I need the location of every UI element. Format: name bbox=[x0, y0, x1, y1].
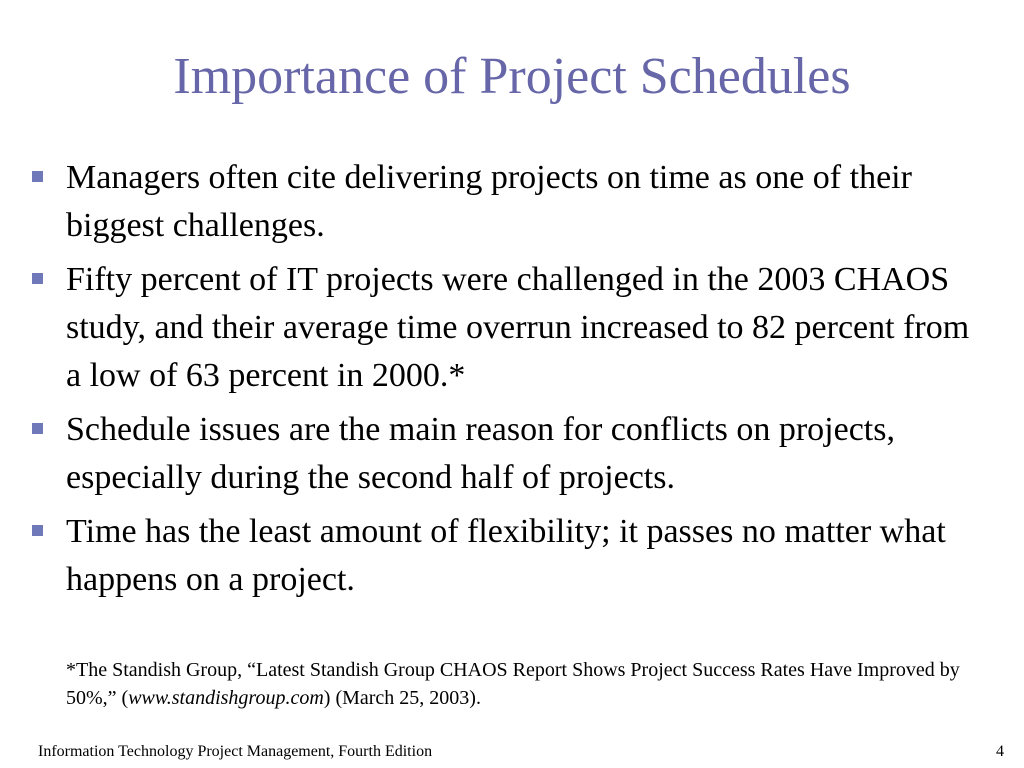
page-number: 4 bbox=[996, 743, 1004, 760]
list-item bbox=[30, 508, 990, 604]
bullet-text: Schedule issues are the main reason for conflicts on projects, especially during the second half of projects. bbox=[66, 411, 895, 496]
footnote bbox=[66, 656, 986, 712]
bullet-text: Fifty percent of IT projects were challenged in the 2003 CHAOS study, and their average time overrun increased to 82 percent from a low of 63 percent in 2000.* bbox=[66, 261, 970, 394]
square-bullet-icon bbox=[32, 273, 43, 284]
bullet-text: Managers often cite delivering projects on time as one of their biggest challenges. bbox=[66, 159, 912, 244]
list-item bbox=[30, 406, 990, 502]
square-bullet-icon bbox=[32, 171, 43, 182]
list-item bbox=[30, 256, 990, 400]
footer-book-title: Information Technology Project Management, Fourth Edition bbox=[38, 743, 433, 760]
bullet-list bbox=[30, 154, 990, 610]
footnote-link[interactable]: www.standishgroup.com bbox=[128, 687, 324, 709]
bullet-text: Time has the least amount of flexibility; it passes no matter what happens on a project. bbox=[66, 513, 946, 598]
slide-title: Importance of Project Schedules bbox=[173, 48, 851, 105]
square-bullet-icon bbox=[32, 525, 43, 536]
square-bullet-icon bbox=[32, 423, 43, 434]
list-item bbox=[30, 154, 990, 250]
footnote-text: *The Standish Group, “Latest Standish Group CHAOS Report Shows Project Success Rates Have Improved by 50%,” ( bbox=[66, 659, 960, 709]
footnote-date: ) (March 25, 2003). bbox=[323, 687, 481, 709]
